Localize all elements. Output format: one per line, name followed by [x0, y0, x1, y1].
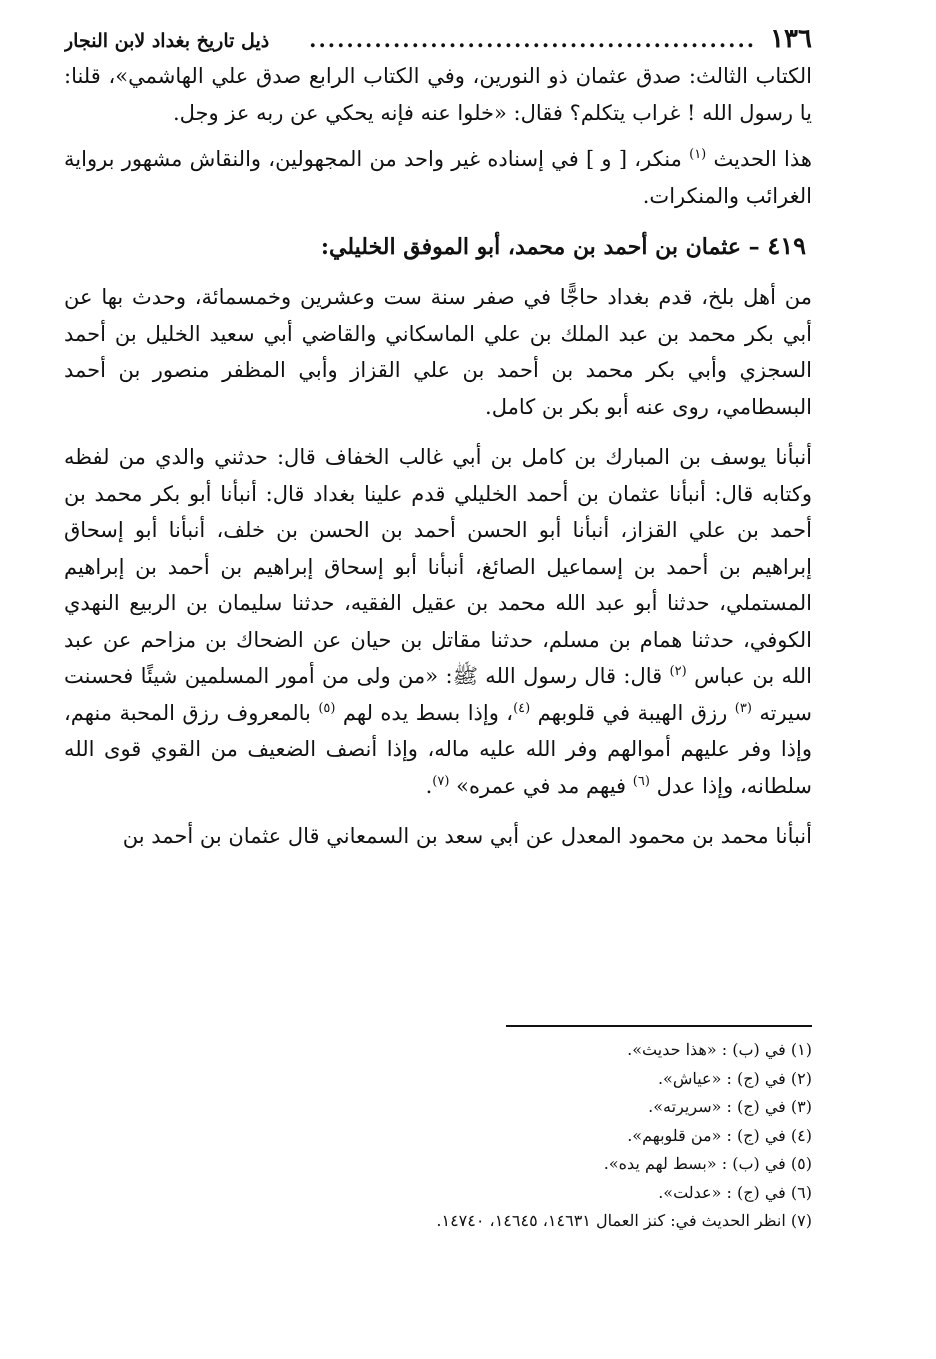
paragraph-isnad	[64, 439, 812, 804]
entry-number: ٤١٩	[767, 231, 806, 260]
paragraph-next-isnad: أنبأنا محمد بن محمود المعدل عن أبي سعد بن السمعاني قال عثمان بن أحمد بن	[122, 824, 812, 848]
paragraph-raven-hadith: الكتاب الثالث: صدق عثمان ذو النورين، وفي الكتاب الرابع صدق علي الهاشمي»، قلنا: يا رسول الله ! غراب يتكلم؟ فقال: «خلوا عنه فإنه يحكي عن ربه عز وجل.	[64, 64, 812, 125]
footnote-6: (٦) في (ج) : «عدلت».	[658, 1182, 812, 1202]
footnote-divider	[506, 1025, 812, 1027]
running-header	[64, 22, 812, 58]
entry-name: عثمان بن أحمد بن محمد، أبو الموفق الخليلي:	[320, 234, 741, 260]
footnote-7: (٧) انظر الحديث في: كنز العمال ١٤٦٣١، ١٤٦٤٥، ١٤٧٤٠.	[436, 1211, 812, 1230]
footnotes	[150, 1036, 812, 1236]
spacer	[64, 131, 812, 141]
footnote-ref-5[interactable]: (٥)	[318, 700, 336, 716]
text-run: بالمعروف رزق المحبة منهم، وإذا وفر عليهم أموالهم وفر الله عليه ماله، وإذا أنصف الضعيف من القوي قوى الله سلطانه، وإذا عدل	[64, 700, 812, 798]
footnote-ref-6[interactable]: (٦)	[632, 773, 650, 789]
spacer	[64, 804, 812, 818]
footnote-ref-3[interactable]: (٣)	[734, 700, 752, 716]
footnote-ref-1[interactable]: (١)	[689, 147, 707, 162]
spacer	[64, 269, 812, 279]
entry-dash: –	[748, 234, 760, 260]
footnote-4: (٤) في (ج) : «من قلوبهم».	[627, 1125, 812, 1145]
page-number: ١٣٦	[770, 24, 812, 54]
footnote-1: (١) في (ب) : «هذا حديث».	[627, 1040, 812, 1059]
footnote-ref-7[interactable]: (٧)	[432, 773, 450, 789]
footnote-ref-4[interactable]: (٤)	[513, 700, 531, 716]
footnote-3: (٣) في (ج) : «سريرته».	[648, 1097, 812, 1116]
text-run: ، وإذا بسط يده لهم	[342, 700, 514, 725]
text-run: قال: قال رسول الله ﷺ: «من ولى من أمور المسلمين شيئًا فحسنت سيرته	[64, 664, 812, 725]
text-run: رزق الهيبة في قلوبهم	[537, 700, 728, 725]
footnote-ref-2[interactable]: (٢)	[669, 664, 687, 679]
book-title: ذيل تاريخ بغداد لابن النجار	[64, 30, 270, 52]
entry-heading	[64, 224, 812, 269]
page-content	[64, 22, 812, 855]
text-run: .	[425, 773, 433, 798]
spacer	[64, 214, 812, 224]
paragraph-biography: من أهل بلخ، قدم بغداد حاجًّا في صفر سنة ست وعشرين وخمسمائة، وحدث بها عن أبي بكر محمد بن عبد الملك بن علي الماسكاني والقاضي أبي سعيد الخليل بن أحمد السجزي وأبي بكر محمد بن أحمد بن علي القزاز وأبي المظفر منصور بن أحمد البسطامي، روى عنه أبو بكر بن كامل.	[64, 285, 812, 419]
footnote-2: (٢) في (ج) : «عياش».	[657, 1068, 812, 1088]
spacer	[64, 425, 812, 439]
text-run: منكر، [ و ] في إسناده غير واحد من المجهولين، والنقاش مشهور برواية الغرائب والمنكرات.	[64, 147, 812, 208]
text-run: أنبأنا يوسف بن المبارك بن كامل بن أبي غالب الخفاف قال: حدثني والدي من لفظه وكتابه قال: أنبأنا عثمان بن أحمد الخليلي قدم علينا بغداد قال: أنبأنا أبو بكر محمد بن أحمد بن علي القزاز، أنبأنا أبو الحسن أحمد بن الحسن بن خلف، أنبأنا أبو إسحاق إبراهيم بن أحمد بن إسماعيل الصائغ، أنبأنا أبو إسحاق إبراهيم بن أحمد بن إبراهيم المستملي، حدثنا أبو عبد الله محمد بن عقيل الفقيه، حدثنا سليمان بن الربيع النهدي الكوفي، حدثنا همام بن مسلم، حدثنا مقاتل بن حيان عن الضحاك بن مزاحم عن عبد الله بن عباس	[64, 445, 812, 688]
text-run: هذا الحديث	[713, 147, 812, 171]
text-run: فيهم مد في عمره»	[456, 773, 627, 798]
paragraph-hadith-grading	[64, 141, 812, 214]
footnote-5: (٥) في (ب) : «بسط لهم يده».	[603, 1154, 812, 1173]
header-dots: ................................................	[309, 27, 757, 52]
